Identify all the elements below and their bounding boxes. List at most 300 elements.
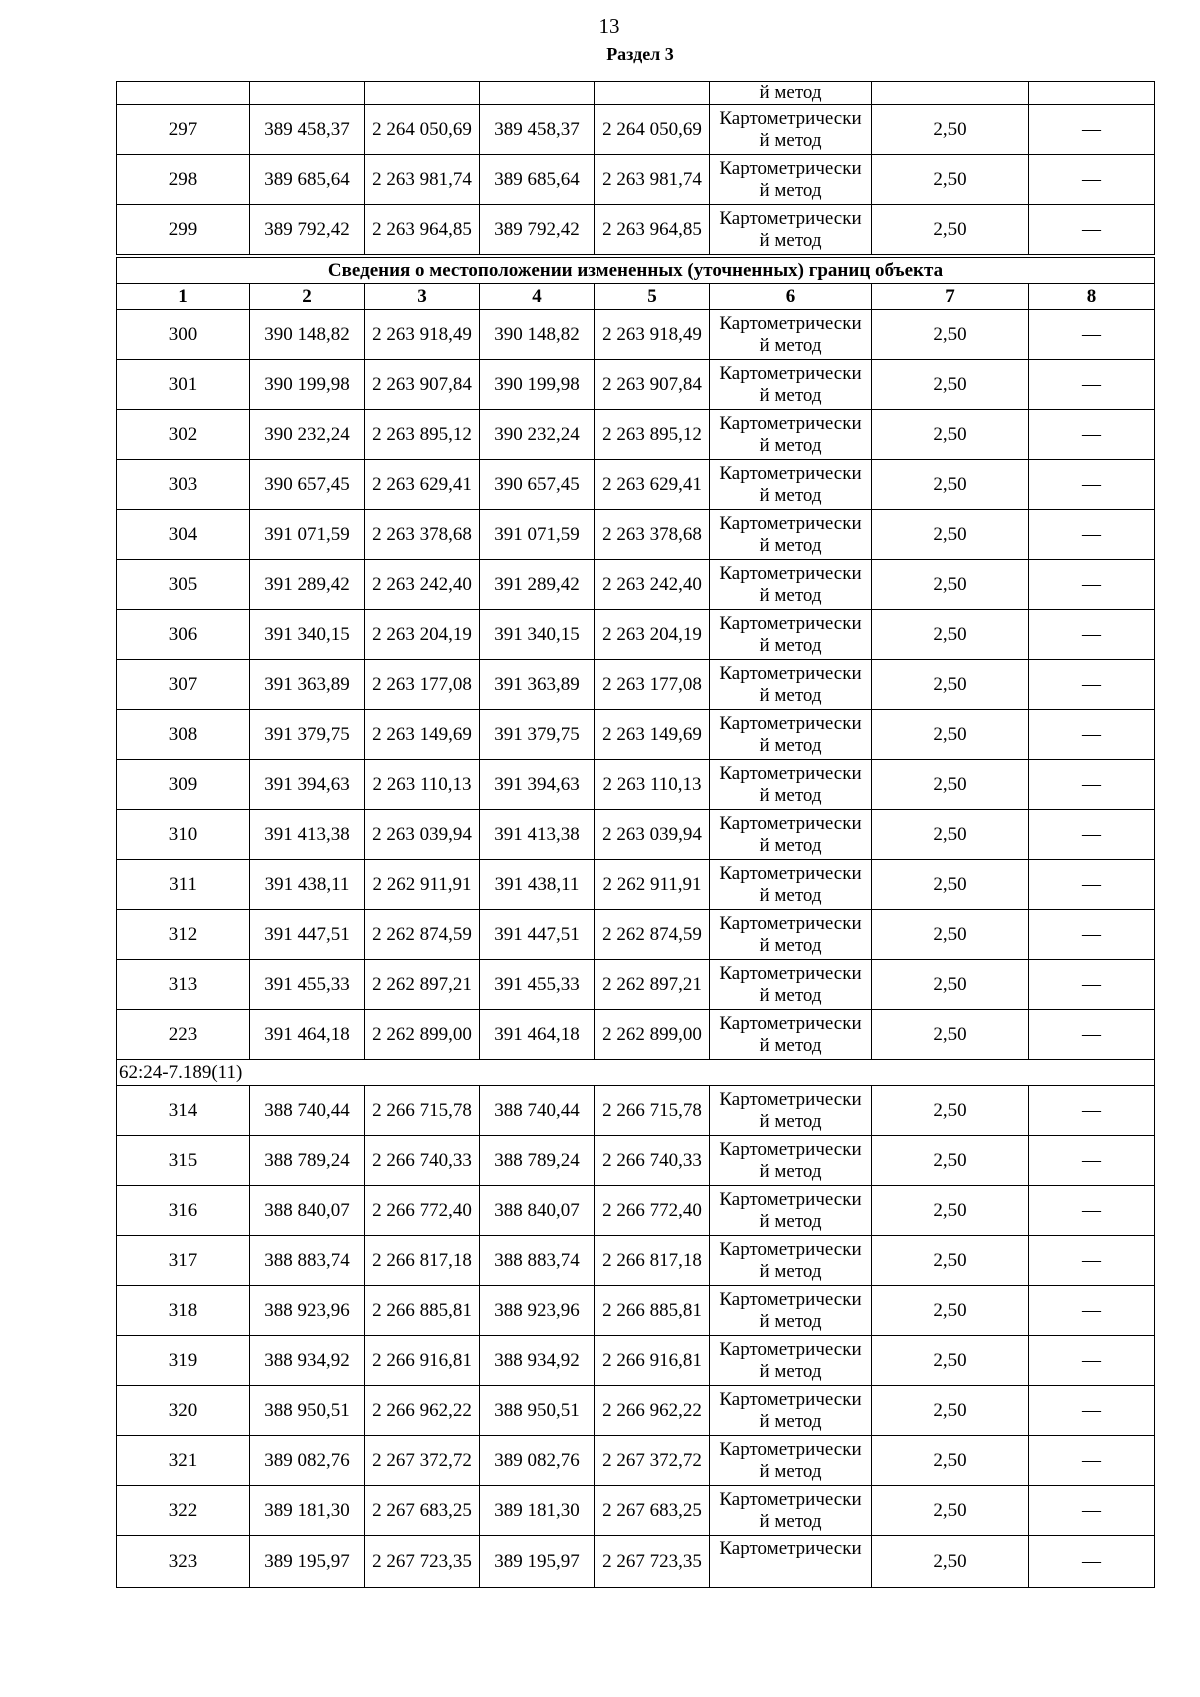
- y-coordinate-new: 2 267 372,72: [595, 1436, 710, 1486]
- method-cell: [710, 1236, 872, 1286]
- dash-cell: —: [1029, 860, 1155, 910]
- point-number: 313: [117, 960, 250, 1010]
- method-line-1: Картометрически: [719, 107, 862, 129]
- accuracy-value: 2,50: [872, 1336, 1029, 1386]
- method-cell: [710, 1436, 872, 1486]
- accuracy-value: 2,50: [872, 460, 1029, 510]
- x-coordinate: 388 950,51: [250, 1386, 365, 1436]
- y-coordinate: 2 267 372,72: [365, 1436, 480, 1486]
- table-row: [117, 1086, 1155, 1136]
- y-coordinate-new: 2 263 895,12: [595, 410, 710, 460]
- point-number: 322: [117, 1486, 250, 1536]
- method-cell: [710, 960, 872, 1010]
- accuracy-value: 2,50: [872, 1086, 1029, 1136]
- accuracy-value: 2,50: [872, 1186, 1029, 1236]
- method-line-2: й метод: [759, 1210, 822, 1232]
- method-line-2: й метод: [759, 129, 822, 151]
- point-number: 320: [117, 1386, 250, 1436]
- page-number: 13: [598, 14, 620, 38]
- point-number: 319: [117, 1336, 250, 1386]
- point-number: 315: [117, 1136, 250, 1186]
- point-number: 312: [117, 910, 250, 960]
- method-line-1: Картометрически: [719, 157, 862, 179]
- point-number: 309: [117, 760, 250, 810]
- x-coordinate-new: 391 340,15: [480, 610, 595, 660]
- table-body: [117, 82, 1155, 1588]
- method-cell: [710, 1336, 872, 1386]
- dash-cell: —: [1029, 1486, 1155, 1536]
- method-line-1: Картометрически: [719, 1088, 862, 1110]
- x-coordinate: 390 657,45: [250, 460, 365, 510]
- x-coordinate: 388 840,07: [250, 1186, 365, 1236]
- table-row: [117, 105, 1155, 155]
- method-line-1: Картометрически: [719, 1012, 862, 1034]
- y-coordinate: 2 264 050,69: [365, 105, 480, 155]
- y-coordinate-new: 2 263 177,08: [595, 660, 710, 710]
- accuracy-value: 2,50: [872, 910, 1029, 960]
- method-line-1: Картометрически: [719, 312, 862, 334]
- y-coordinate-new: 2 266 715,78: [595, 1086, 710, 1136]
- accuracy-value: 2,50: [872, 560, 1029, 610]
- x-coordinate-new: 391 289,42: [480, 560, 595, 610]
- point-number: 298: [117, 155, 250, 205]
- table-row: [117, 360, 1155, 410]
- y-coordinate-new: 2 263 907,84: [595, 360, 710, 410]
- x-coordinate-new: 389 458,37: [480, 105, 595, 155]
- y-coordinate: 2 263 907,84: [365, 360, 480, 410]
- accuracy-value: 2,50: [872, 1010, 1029, 1060]
- table-row: [117, 510, 1155, 560]
- y-coordinate-new: 2 263 918,49: [595, 310, 710, 360]
- dash-cell: —: [1029, 205, 1155, 257]
- method-line-2: й метод: [759, 784, 822, 806]
- method-cell: [710, 610, 872, 660]
- method-line-2: й метод: [759, 534, 822, 556]
- x-coordinate: 389 685,64: [250, 155, 365, 205]
- x-coordinate: 391 340,15: [250, 610, 365, 660]
- method-cell: [710, 1486, 872, 1536]
- accuracy-value: 2,50: [872, 810, 1029, 860]
- method-cell: [710, 105, 872, 155]
- dash-cell: —: [1029, 155, 1155, 205]
- method-line-1: Картометрически: [719, 612, 862, 634]
- x-coordinate-new: 388 789,24: [480, 1136, 595, 1186]
- table-row: [117, 410, 1155, 460]
- y-coordinate-new: 2 266 817,18: [595, 1236, 710, 1286]
- method-cell: [710, 205, 872, 257]
- y-coordinate: 2 263 981,74: [365, 155, 480, 205]
- x-coordinate-new: 391 363,89: [480, 660, 595, 710]
- accuracy-value: 2,50: [872, 360, 1029, 410]
- method-line-2: й метод: [759, 1460, 822, 1482]
- method-line-2: й метод: [759, 584, 822, 606]
- x-coordinate: 388 923,96: [250, 1286, 365, 1336]
- x-coordinate-new: 388 840,07: [480, 1186, 595, 1236]
- column-number: 3: [365, 284, 480, 310]
- y-coordinate: 2 262 874,59: [365, 910, 480, 960]
- y-coordinate: 2 266 772,40: [365, 1186, 480, 1236]
- method-line-1: Картометрически: [719, 712, 862, 734]
- method-line-1: Картометрически: [719, 1288, 862, 1310]
- method-line-2: й метод: [759, 434, 822, 456]
- point-number: 314: [117, 1086, 250, 1136]
- method-line-2: й метод: [759, 1034, 822, 1056]
- method-line-2: й метод: [759, 834, 822, 856]
- x-coordinate-new: 391 071,59: [480, 510, 595, 560]
- x-coordinate: 391 394,63: [250, 760, 365, 810]
- x-coordinate-new: 391 413,38: [480, 810, 595, 860]
- method-line-1: Картометрически: [719, 1538, 862, 1559]
- point-number: 308: [117, 710, 250, 760]
- accuracy-value: 2,50: [872, 1236, 1029, 1286]
- y-coordinate-new: 2 266 885,81: [595, 1286, 710, 1336]
- x-coordinate-new: 388 740,44: [480, 1086, 595, 1136]
- method-line-1: Картометрически: [719, 812, 862, 834]
- group-label: 62:24-7.189(11): [117, 1060, 1155, 1086]
- method-line-2: й метод: [759, 684, 822, 706]
- method-line-2: й метод: [759, 884, 822, 906]
- method-line-2: й метод: [759, 634, 822, 656]
- table-row: [117, 1286, 1155, 1336]
- section-title: Раздел 3: [606, 44, 674, 64]
- y-coordinate: 2 262 897,21: [365, 960, 480, 1010]
- x-coordinate-new: 390 148,82: [480, 310, 595, 360]
- x-coordinate-new: 390 657,45: [480, 460, 595, 510]
- method-line-1: Картометрически: [719, 362, 862, 384]
- y-coordinate-new: 2 263 149,69: [595, 710, 710, 760]
- x-coordinate-new: 391 455,33: [480, 960, 595, 1010]
- method-cell: [710, 1186, 872, 1236]
- method-cell: [710, 460, 872, 510]
- dash-cell: —: [1029, 510, 1155, 560]
- method-line-2: й метод: [759, 179, 822, 201]
- y-coordinate-new: 2 263 242,40: [595, 560, 710, 610]
- method-line-1: Картометрически: [719, 1188, 862, 1210]
- coordinates-table: [116, 81, 1155, 1588]
- dash-cell: —: [1029, 410, 1155, 460]
- table-row: [117, 860, 1155, 910]
- x-coordinate: 388 740,44: [250, 1086, 365, 1136]
- method-line-2: й метод: [759, 1360, 822, 1382]
- dash-cell: —: [1029, 310, 1155, 360]
- method-line-1: Картометрически: [719, 512, 862, 534]
- y-coordinate-new: 2 263 964,85: [595, 205, 710, 257]
- subsection-title: Сведения о местоположении измененных (уточненных) границ объекта: [117, 256, 1155, 284]
- table-row: [117, 660, 1155, 710]
- method-continuation: й метод: [710, 82, 872, 105]
- method-cell: [710, 560, 872, 610]
- y-coordinate-new: 2 263 378,68: [595, 510, 710, 560]
- y-coordinate: 2 263 242,40: [365, 560, 480, 610]
- method-cell: [710, 910, 872, 960]
- point-number: 306: [117, 610, 250, 660]
- table-row: [117, 710, 1155, 760]
- table-row: [117, 1436, 1155, 1486]
- y-coordinate: 2 263 039,94: [365, 810, 480, 860]
- x-coordinate-new: 389 685,64: [480, 155, 595, 205]
- accuracy-value: 2,50: [872, 860, 1029, 910]
- x-coordinate-new: 391 379,75: [480, 710, 595, 760]
- x-coordinate: 391 379,75: [250, 710, 365, 760]
- method-line-1: Картометрически: [719, 1138, 862, 1160]
- x-coordinate: 391 363,89: [250, 660, 365, 710]
- dash-cell: —: [1029, 1536, 1155, 1588]
- method-cell: [710, 710, 872, 760]
- method-line-2: й метод: [759, 1260, 822, 1282]
- x-coordinate-new: 388 934,92: [480, 1336, 595, 1386]
- method-line-1: Картометрически: [719, 762, 862, 784]
- point-number: 299: [117, 205, 250, 257]
- y-coordinate: 2 267 683,25: [365, 1486, 480, 1536]
- x-coordinate: 391 289,42: [250, 560, 365, 610]
- method-line-2: й метод: [759, 934, 822, 956]
- point-number: 304: [117, 510, 250, 560]
- dash-cell: —: [1029, 360, 1155, 410]
- method-cell: [710, 410, 872, 460]
- y-coordinate: 2 263 629,41: [365, 460, 480, 510]
- y-coordinate: 2 266 885,81: [365, 1286, 480, 1336]
- y-coordinate-new: 2 262 911,91: [595, 860, 710, 910]
- y-coordinate-new: 2 263 204,19: [595, 610, 710, 660]
- method-line-2: й метод: [759, 734, 822, 756]
- y-coordinate: 2 263 110,13: [365, 760, 480, 810]
- x-coordinate-new: 391 394,63: [480, 760, 595, 810]
- table-row: [117, 1536, 1155, 1588]
- dash-cell: —: [1029, 610, 1155, 660]
- method-line-2: й метод: [759, 1160, 822, 1182]
- x-coordinate: 388 934,92: [250, 1336, 365, 1386]
- y-coordinate-new: 2 262 897,21: [595, 960, 710, 1010]
- accuracy-value: 2,50: [872, 1386, 1029, 1436]
- method-line-1: Картометрически: [719, 562, 862, 584]
- table-row: [117, 1336, 1155, 1386]
- accuracy-value: 2,50: [872, 510, 1029, 560]
- y-coordinate-new: 2 263 981,74: [595, 155, 710, 205]
- y-coordinate: 2 266 715,78: [365, 1086, 480, 1136]
- x-coordinate: 389 082,76: [250, 1436, 365, 1486]
- point-number: 305: [117, 560, 250, 610]
- x-coordinate-new: 391 438,11: [480, 860, 595, 910]
- group-row: [117, 1060, 1155, 1086]
- x-coordinate: 388 789,24: [250, 1136, 365, 1186]
- method-cell: [710, 155, 872, 205]
- method-line-2: й метод: [759, 1510, 822, 1532]
- method-line-2: й метод: [759, 384, 822, 406]
- column-number: 2: [250, 284, 365, 310]
- y-coordinate: 2 263 204,19: [365, 610, 480, 660]
- method-line-2: й метод: [759, 984, 822, 1006]
- method-cell: [710, 1086, 872, 1136]
- method-cell: [710, 810, 872, 860]
- table-row: [117, 1136, 1155, 1186]
- x-coordinate-new: 388 923,96: [480, 1286, 595, 1336]
- y-coordinate: 2 263 177,08: [365, 660, 480, 710]
- column-number: 6: [710, 284, 872, 310]
- method-line-2: й метод: [759, 229, 822, 251]
- x-coordinate: 391 438,11: [250, 860, 365, 910]
- x-coordinate: 390 148,82: [250, 310, 365, 360]
- point-number: 311: [117, 860, 250, 910]
- accuracy-value: 2,50: [872, 105, 1029, 155]
- point-number: 223: [117, 1010, 250, 1060]
- method-line-1: Картометрически: [719, 662, 862, 684]
- x-coordinate: 391 071,59: [250, 510, 365, 560]
- y-coordinate-new: 2 263 039,94: [595, 810, 710, 860]
- dash-cell: —: [1029, 810, 1155, 860]
- x-coordinate: 389 458,37: [250, 105, 365, 155]
- column-number: 8: [1029, 284, 1155, 310]
- table-row: [117, 205, 1155, 257]
- dash-cell: —: [1029, 1386, 1155, 1436]
- method-cell: [710, 1010, 872, 1060]
- method-cell: [710, 760, 872, 810]
- x-coordinate-new: 390 199,98: [480, 360, 595, 410]
- method-cell: [710, 1536, 872, 1588]
- dash-cell: —: [1029, 1436, 1155, 1486]
- table-row: [117, 310, 1155, 360]
- x-coordinate: 389 792,42: [250, 205, 365, 257]
- table-row: [117, 1236, 1155, 1286]
- point-number: 297: [117, 105, 250, 155]
- dash-cell: —: [1029, 910, 1155, 960]
- table-row: [117, 1010, 1155, 1060]
- x-coordinate-new: 389 082,76: [480, 1436, 595, 1486]
- y-coordinate: 2 263 895,12: [365, 410, 480, 460]
- x-coordinate-new: 390 232,24: [480, 410, 595, 460]
- y-coordinate: 2 263 964,85: [365, 205, 480, 257]
- y-coordinate: 2 267 723,35: [365, 1536, 480, 1588]
- table-row: [117, 1386, 1155, 1436]
- point-number: 302: [117, 410, 250, 460]
- dash-cell: —: [1029, 105, 1155, 155]
- table-row: [117, 960, 1155, 1010]
- method-cell: [710, 660, 872, 710]
- y-coordinate-new: 2 267 683,25: [595, 1486, 710, 1536]
- method-line-2: й метод: [759, 334, 822, 356]
- dash-cell: —: [1029, 1010, 1155, 1060]
- point-number: 318: [117, 1286, 250, 1336]
- y-coordinate: 2 266 740,33: [365, 1136, 480, 1186]
- x-coordinate: 391 455,33: [250, 960, 365, 1010]
- method-line-1: Картометрически: [719, 462, 862, 484]
- x-coordinate-new: 388 883,74: [480, 1236, 595, 1286]
- dash-cell: —: [1029, 460, 1155, 510]
- accuracy-value: 2,50: [872, 410, 1029, 460]
- column-number: 4: [480, 284, 595, 310]
- y-coordinate: 2 263 149,69: [365, 710, 480, 760]
- method-line-1: Картометрически: [719, 962, 862, 984]
- method-line-1: Картометрически: [719, 1238, 862, 1260]
- x-coordinate-new: 391 464,18: [480, 1010, 595, 1060]
- y-coordinate: 2 266 817,18: [365, 1236, 480, 1286]
- method-cell: [710, 1386, 872, 1436]
- y-coordinate-new: 2 263 110,13: [595, 760, 710, 810]
- y-coordinate-new: 2 264 050,69: [595, 105, 710, 155]
- accuracy-value: 2,50: [872, 1436, 1029, 1486]
- x-coordinate-new: 388 950,51: [480, 1386, 595, 1436]
- accuracy-value: 2,50: [872, 960, 1029, 1010]
- accuracy-value: 2,50: [872, 1536, 1029, 1588]
- method-line-1: Картометрически: [719, 1488, 862, 1510]
- column-number: 7: [872, 284, 1029, 310]
- method-line-1: Картометрически: [719, 1388, 862, 1410]
- dash-cell: —: [1029, 1336, 1155, 1386]
- dash-cell: —: [1029, 760, 1155, 810]
- y-coordinate: 2 263 378,68: [365, 510, 480, 560]
- x-coordinate-new: 389 181,30: [480, 1486, 595, 1536]
- y-coordinate: 2 266 916,81: [365, 1336, 480, 1386]
- dash-cell: —: [1029, 560, 1155, 610]
- y-coordinate-new: 2 267 723,35: [595, 1536, 710, 1588]
- table-row: [117, 560, 1155, 610]
- dash-cell: —: [1029, 1086, 1155, 1136]
- y-coordinate: 2 266 962,22: [365, 1386, 480, 1436]
- y-coordinate-new: 2 263 629,41: [595, 460, 710, 510]
- method-line-2: й метод: [759, 1310, 822, 1332]
- x-coordinate-new: 389 792,42: [480, 205, 595, 257]
- x-coordinate: 389 181,30: [250, 1486, 365, 1536]
- method-line-2: й метод: [759, 1410, 822, 1432]
- y-coordinate-new: 2 266 740,33: [595, 1136, 710, 1186]
- method-cell: [710, 860, 872, 910]
- y-coordinate: 2 262 911,91: [365, 860, 480, 910]
- method-line-1: Картометрически: [719, 1338, 862, 1360]
- x-coordinate-new: 391 447,51: [480, 910, 595, 960]
- method-line-1: Картометрически: [719, 207, 862, 229]
- point-number: 307: [117, 660, 250, 710]
- point-number: 323: [117, 1536, 250, 1588]
- accuracy-value: 2,50: [872, 660, 1029, 710]
- y-coordinate-new: 2 266 916,81: [595, 1336, 710, 1386]
- dash-cell: —: [1029, 1186, 1155, 1236]
- continuation-row: [117, 82, 1155, 105]
- dash-cell: —: [1029, 660, 1155, 710]
- method-cell: [710, 510, 872, 560]
- method-line-1: Картометрически: [719, 912, 862, 934]
- y-coordinate-new: 2 266 772,40: [595, 1186, 710, 1236]
- table-row: [117, 760, 1155, 810]
- y-coordinate-new: 2 266 962,22: [595, 1386, 710, 1436]
- table-row: [117, 155, 1155, 205]
- accuracy-value: 2,50: [872, 1136, 1029, 1186]
- accuracy-value: 2,50: [872, 1486, 1029, 1536]
- subsection-row: [117, 256, 1155, 284]
- column-number: 1: [117, 284, 250, 310]
- point-number: 316: [117, 1186, 250, 1236]
- method-line-1: Картометрически: [719, 412, 862, 434]
- point-number: 301: [117, 360, 250, 410]
- column-number: 5: [595, 284, 710, 310]
- accuracy-value: 2,50: [872, 205, 1029, 257]
- point-number: 321: [117, 1436, 250, 1486]
- dash-cell: —: [1029, 1136, 1155, 1186]
- accuracy-value: 2,50: [872, 610, 1029, 660]
- method-cell: [710, 1136, 872, 1186]
- dash-cell: —: [1029, 1236, 1155, 1286]
- y-coordinate: 2 263 918,49: [365, 310, 480, 360]
- method-cell: [710, 310, 872, 360]
- dash-cell: —: [1029, 960, 1155, 1010]
- point-number: 317: [117, 1236, 250, 1286]
- dash-cell: —: [1029, 710, 1155, 760]
- method-cell: [710, 1286, 872, 1336]
- accuracy-value: 2,50: [872, 155, 1029, 205]
- y-coordinate-new: 2 262 899,00: [595, 1010, 710, 1060]
- x-coordinate: 388 883,74: [250, 1236, 365, 1286]
- table-row: [117, 610, 1155, 660]
- y-coordinate-new: 2 262 874,59: [595, 910, 710, 960]
- x-coordinate: 391 413,38: [250, 810, 365, 860]
